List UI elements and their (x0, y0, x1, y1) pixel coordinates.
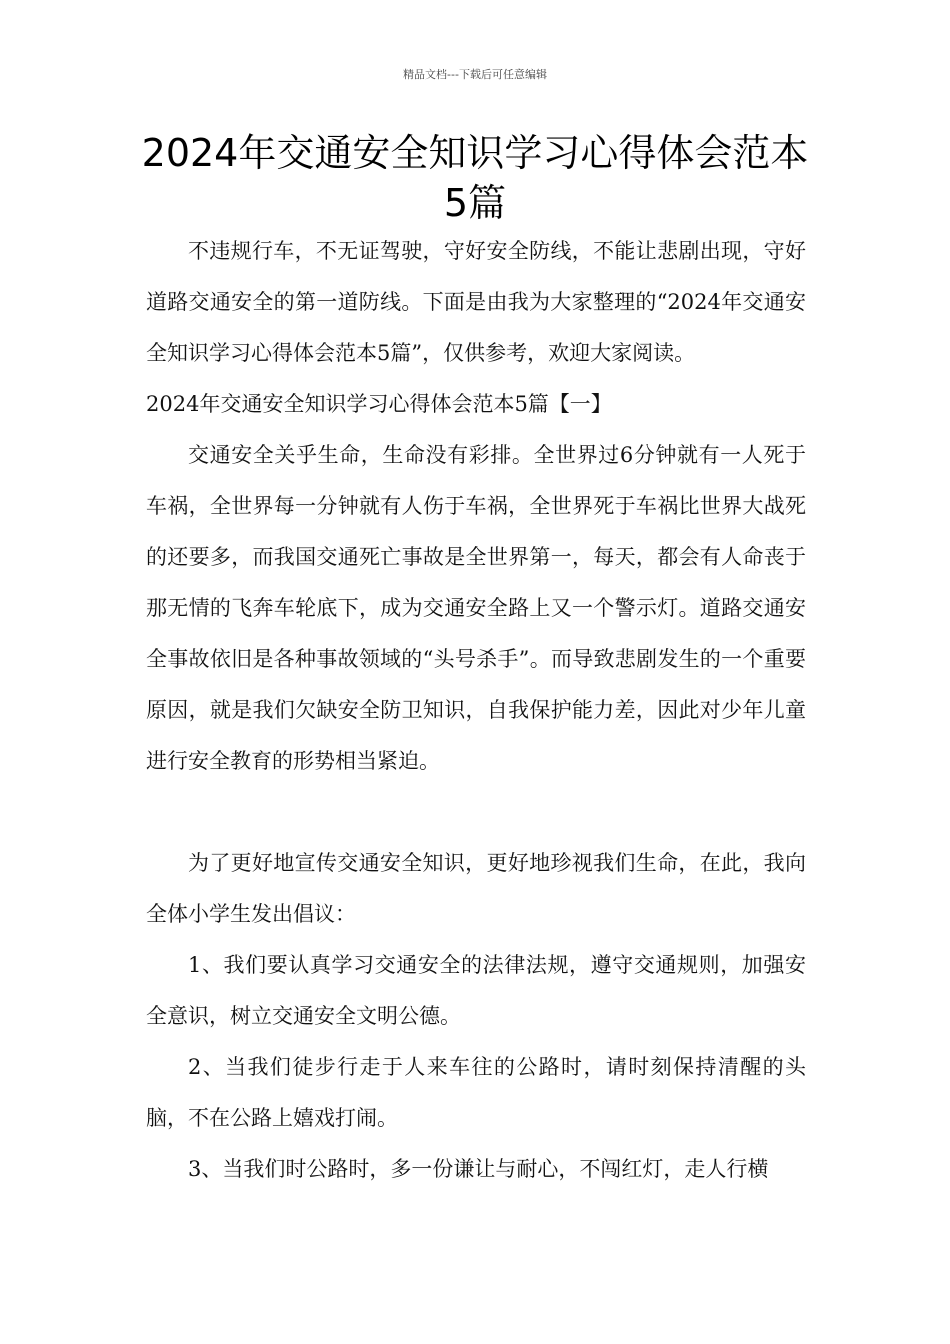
list-item-2: 2、当我们徒步行走于人来车往的公路时，请时刻保持清醒的头脑，不在公路上嬉戏打闹。 (146, 1055, 806, 1130)
document-body (146, 226, 806, 1195)
document-title: 2024年交通安全知识学习心得体会范本5篇 (141, 131, 809, 225)
body-paragraph-1: 交通安全关乎生命，生命没有彩排。全世界过6分钟就有一人死于车祸，全世界每一分钟就有人伤于车祸，全世界死于车祸比世界大战死的还要多，而我国交通死亡事故是全世界第一，每天，都会有人命丧于那无情的飞奔车轮底下，成为交通安全路上又一个警示灯。道路交通安全事故依旧是各种事故领域的“头号杀手”。而导致悲剧发生的一个重要原因，就是我们欠缺安全防卫知识，自我保护能力差，因此对少年儿童进行安全教育的形势相当紧迫。 (146, 443, 806, 773)
intro-paragraph: 不违规行车，不无证驾驶，守好安全防线，不能让悲剧出现，守好道路交通安全的第一道防线。下面是由我为大家整理的“2024年交通安全知识学习心得体会范本5篇”，仅供参考，欢迎大家阅读。 (146, 239, 806, 365)
list-item-1: 1、我们要认真学习交通安全的法律法规，遵守交通规则，加强安全意识，树立交通安全文明公德。 (146, 953, 806, 1028)
list-item-3: 3、当我们时公路时，多一份谦让与耐心，不闯红灯，走人行横 (188, 1157, 769, 1181)
paragraph-spacer (146, 787, 806, 838)
page-header: 精品文档---下载后可任意编辑 (403, 68, 547, 81)
section-heading: 2024年交通安全知识学习心得体会范本5篇【一】 (146, 392, 612, 416)
body-paragraph-2: 为了更好地宣传交通安全知识，更好地珍视我们生命，在此，我向全体小学生发出倡议： (146, 851, 806, 926)
